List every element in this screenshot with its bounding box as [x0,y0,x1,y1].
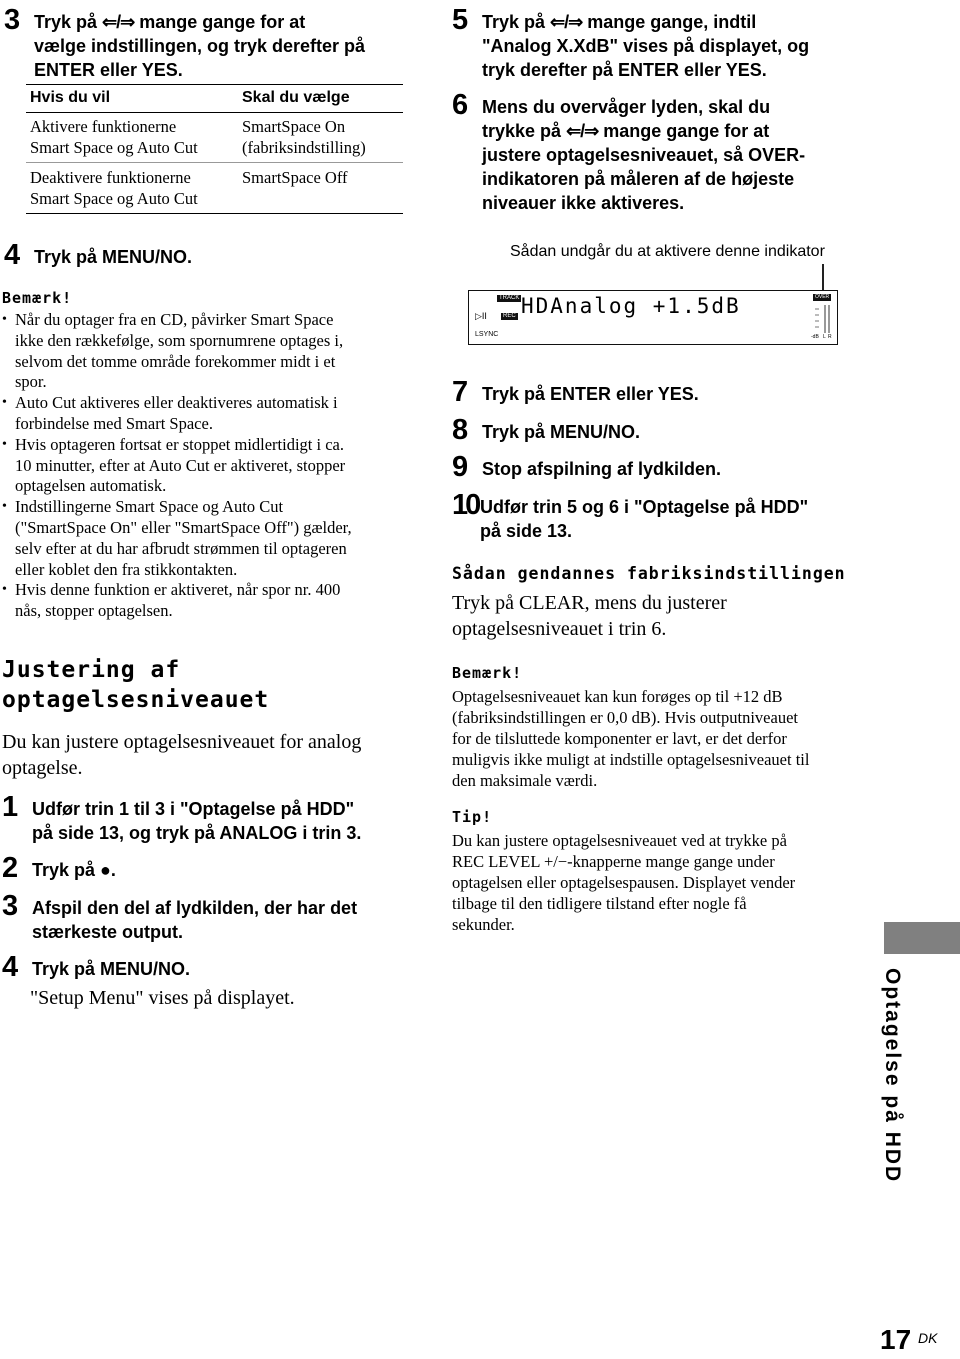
factory-text [452,590,727,642]
line: Hvis denne funktion er aktiveret, når spor nr. 400 [15,580,341,600]
r-label: R [828,334,832,340]
step-text: ENTER eller YES. [34,60,183,80]
line: Tryk på CLEAR, mens du justerer [452,592,727,614]
line: ("SmartSpace On" eller "SmartSpace Off") gælder, [15,517,352,537]
step-text: mange gange, indtil [582,12,757,32]
level-meter [811,294,833,342]
step-text: indikatoren på måleren af de højeste [482,169,795,189]
step-number: 1 [2,791,19,823]
page-suffix: DK [918,1330,938,1346]
lsync-label: LSYNC [475,331,499,338]
display-text: HDAnalog +1.5dB [521,294,741,318]
cell-text: SmartSpace On [242,117,346,136]
step-text: Tryk på MENU/NO. [482,422,641,442]
note-heading: Bemærk! [452,664,523,682]
list-item [2,580,402,622]
line: (fabriksindstillingen er 0,0 dB). Hvis outputniveauet [452,708,798,727]
line: Auto Cut aktiveres eller deaktiveres automatisk i [15,393,338,413]
step-number: 3 [2,890,19,922]
step-text: Tryk på ●. [32,860,116,880]
step-8 [452,414,892,446]
line: optagelse. [2,757,83,779]
step-text: Udfør trin 5 og 6 i "Optagelse på HDD" [480,497,809,517]
step-text: mange gange for at [598,121,770,141]
step-text: Tryk på MENU/NO. [32,959,191,979]
section-tab [884,922,960,954]
step-2 [2,852,412,884]
step-text: på side 13, og tryk på ANALOG i trin 3. [32,823,362,843]
line: muligvis ikke muligt at indstille optagelsesniveauet til [452,750,810,769]
side-label-text: Optagelse på HDD [881,968,904,1184]
step-3 [4,4,404,82]
note-list [2,310,402,622]
caption-pointer-line [822,264,824,292]
step-text: tryk derefter på ENTER eller YES. [482,60,767,80]
line: for de tilsluttede komponenter er lavt, er det derfor [452,729,787,748]
step-number: 2 [2,852,19,884]
arrow-left-right-icon: ⇐/⇒ [550,12,583,32]
step-number: 7 [452,376,469,408]
step-5 [452,4,892,82]
step-10 [452,489,892,543]
step-text: Tryk på [482,12,551,32]
cell-text: Aktivere funktionerne [30,117,177,136]
table-rule [26,162,403,163]
step-text: stærkeste output. [32,922,184,942]
cell-text: Smart Space og Auto Cut [30,189,198,208]
line: sekunder. [452,915,515,934]
step-number: 9 [452,451,469,483]
line: forbindelse med Smart Space. [15,413,213,433]
step-text: Tryk på MENU/NO. [34,247,193,267]
side-label [870,968,910,1208]
step-6 [452,89,892,215]
step-4b [2,951,412,983]
step-text: Stop afspilning af lydkilden. [482,459,722,479]
cell-text: Deaktivere funktionerne [30,168,191,187]
line: Optagelsesniveauet kan kun forøges op til +12 dB [452,687,783,706]
line: REC LEVEL +/−-knapperne mange gange under [452,852,775,871]
line: selvom det tomme område forekommer midt i et [15,351,336,371]
step-number: 3 [4,4,21,36]
transport-icon: ▷II [475,311,487,321]
tip-text [452,830,795,935]
line: spor. [15,372,47,392]
step-number: 4 [4,239,21,271]
intro-text [2,729,361,781]
table-rule [26,84,403,85]
line: ikke den rækkefølge, som spornumrene optages i, [15,330,344,350]
table-rule [26,213,403,214]
line: Indstillingerne Smart Space og Auto Cut [15,497,284,517]
step-text: Tryk på ENTER eller YES. [482,384,699,404]
step-number: 4 [2,951,19,983]
factory-heading: Sådan gendannes fabriksindstillingen [452,564,846,583]
line: optagelsen eller optagelsespausen. Displayet vender [452,873,796,892]
line: Hvis optageren fortsat er stoppet midlertidigt i ca. [15,434,344,454]
line: den maksimale værdi. [452,771,598,790]
section-heading [2,655,269,715]
line: Når du optager fra en CD, påvirker Smart Space [15,310,334,329]
step-text: justere optagelsesniveauet, så OVER- [482,145,806,165]
line: tilbage til den tidligere tilstand efter nogle få [452,894,747,913]
step-text: Tryk på [34,12,103,32]
step-text: Mens du overvåger lyden, skal du [482,97,771,117]
step-text: Udfør trin 1 til 3 i "Optagelse på HDD" [32,799,355,819]
step-number: 10 [452,489,479,521]
step-1 [2,791,412,845]
list-item [2,393,402,435]
over-indicator: OVER [815,294,830,300]
step-9 [452,451,892,483]
step-text: Afspil den del af lydkilden, der har det [32,898,358,918]
recorder-display [468,290,838,345]
line: nås, stopper optagelsen. [15,601,173,621]
line: Du kan justere optagelsesniveauet ved at trykke på [452,831,787,850]
line: optagelsesniveauet i trin 6. [452,618,667,640]
step-text: "Analog X.XdB" vises på displayet, og [482,36,810,56]
l-label: L [823,334,826,340]
list-item [2,497,402,580]
arrow-left-right-icon: ⇐/⇒ [102,12,135,32]
table-header: Skal du vælge [242,89,350,106]
step-text: trykke på [482,121,567,141]
table-cell [242,167,348,188]
cell-text: SmartSpace Off [242,168,348,187]
heading-line: optagelsesniveauet [2,687,270,713]
table-cell [30,167,198,209]
step-7 [452,376,892,408]
step-number: 5 [452,4,469,36]
step-text: vælge indstillingen, og tryk derefter på [34,36,366,56]
table-header: Hvis du vil [30,89,111,106]
line: eller koblet den fra stikkontakten. [15,559,238,579]
step-number: 8 [452,414,469,446]
step-text: mange gange for at [134,12,306,32]
rec-badge: REC [503,313,516,319]
heading-line: Justering af [2,657,181,683]
table-cell [242,116,366,158]
line: optagelsen automatisk. [15,476,167,496]
step-text: på side 13. [480,521,573,541]
table-rule [26,112,403,113]
note-heading: Bemærk! [2,289,73,307]
cell-text: (fabriksindstilling) [242,138,366,157]
step-4 [4,239,404,271]
line: 10 minutter, efter at Auto Cut er aktiveret, stopper [15,455,346,475]
tip-heading: Tip! [452,808,493,826]
track-badge: TRACK [499,295,520,301]
page-number: 17 [880,1324,912,1355]
table-cell [30,116,198,158]
arrow-left-right-icon: ⇐/⇒ [566,121,599,141]
db-label: -dB [811,334,819,340]
cell-text: Smart Space og Auto Cut [30,138,198,157]
step-text: niveauer ikke aktiveres. [482,193,685,213]
step-3b [2,890,412,944]
step-number: 6 [452,89,469,121]
list-item [2,435,402,497]
step-4-subtext: "Setup Menu" vises på displayet. [30,987,295,1009]
display-caption: Sådan undgår du at aktivere denne indikator [510,243,825,260]
note-text [452,686,809,791]
list-item [2,310,402,393]
line: Du kan justere optagelsesniveauet for analog [2,731,362,753]
line: selv efter at du har afbrudt strømmen til optageren [15,538,347,558]
